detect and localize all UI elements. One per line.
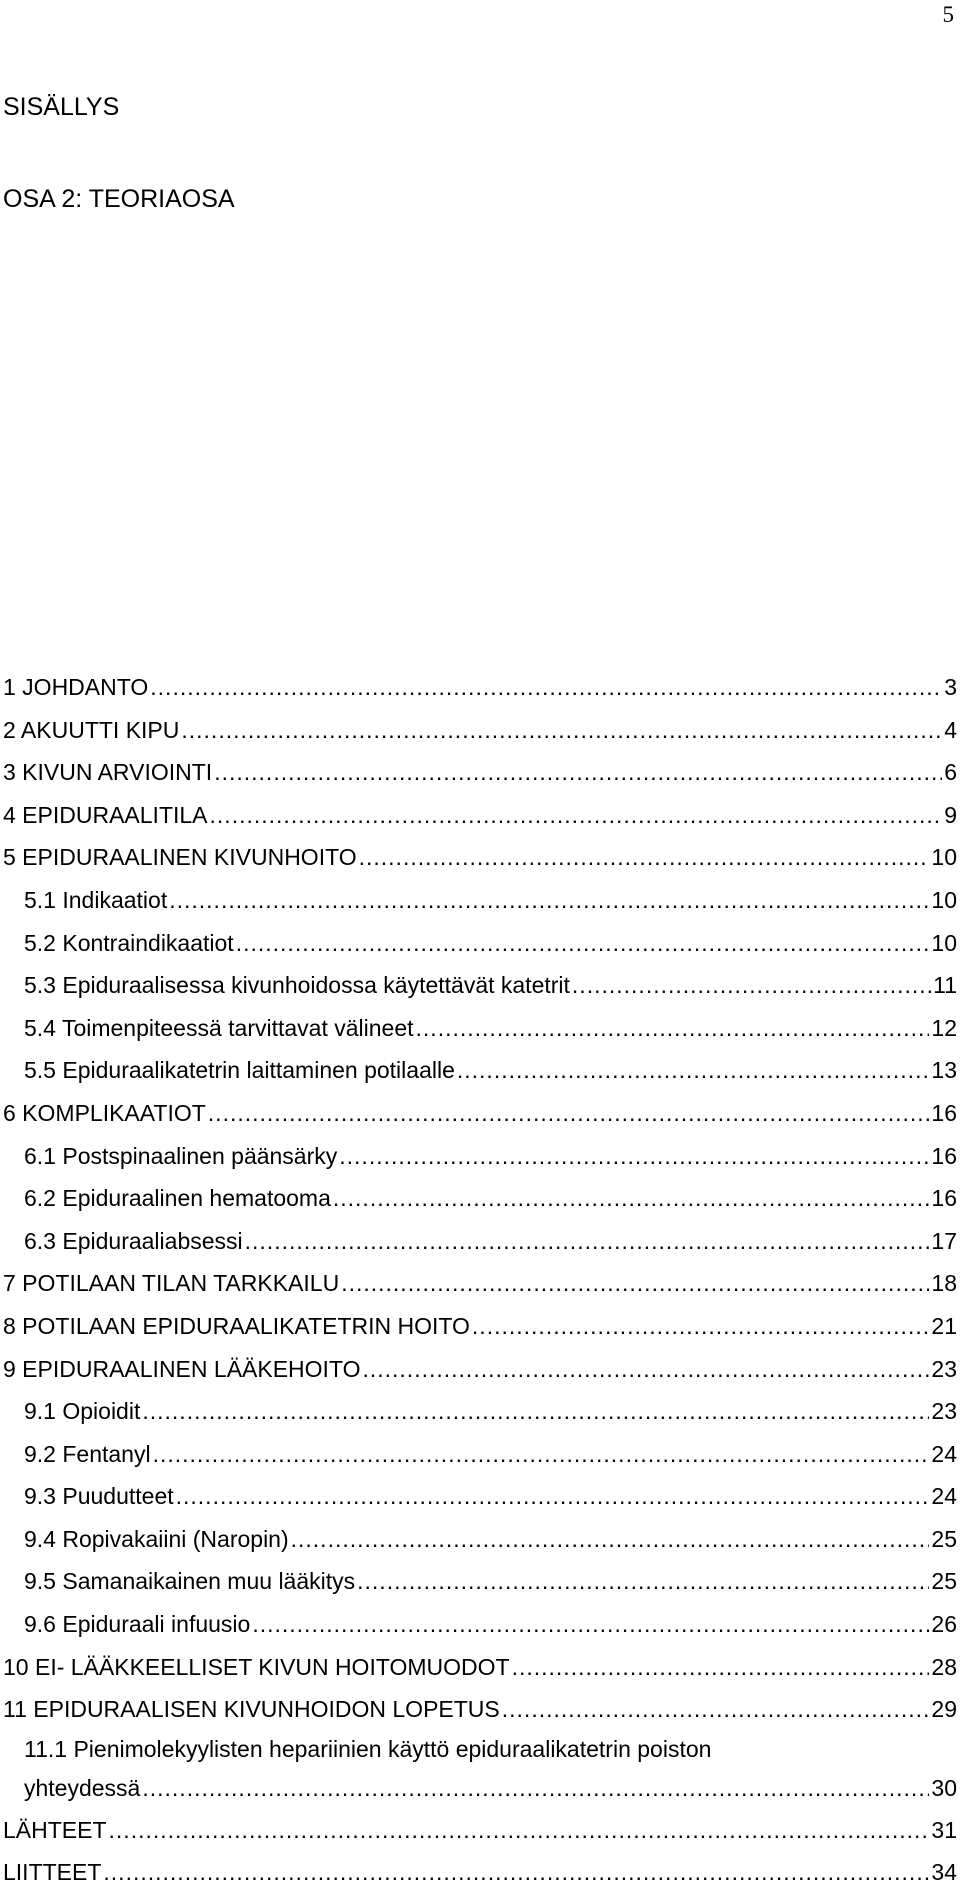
toc-entry-page: 25 <box>931 1568 957 1595</box>
dot-leader <box>236 922 930 965</box>
toc-entry[interactable] <box>3 1177 957 1220</box>
dot-leader <box>109 1809 930 1852</box>
dot-leader <box>142 1390 929 1433</box>
toc-entry-title: 3 KIVUN ARVIOINTI <box>3 759 213 786</box>
toc-entry-title: 9.5 Samanaikainen muu lääkitys <box>24 1568 356 1595</box>
toc-entry-title: 5.4 Toimenpiteessä tarvittavat välineet <box>24 1014 414 1041</box>
page-number: 5 <box>942 2 954 27</box>
toc-entry[interactable] <box>3 1135 957 1178</box>
toc-entry-title: 5.5 Epiduraalikatetrin laittaminen potilaalle <box>24 1057 455 1084</box>
toc-entry[interactable] <box>3 751 957 794</box>
toc-entry[interactable] <box>3 1092 957 1135</box>
toc-entry-page: 18 <box>931 1270 957 1297</box>
toc-entry[interactable] <box>3 1220 957 1263</box>
toc-entry[interactable] <box>3 666 957 709</box>
toc-entry[interactable] <box>3 1348 957 1391</box>
toc-entry-title: 9 EPIDURAALINEN LÄÄKEHOITO <box>3 1355 361 1382</box>
toc-entry[interactable] <box>3 1688 957 1731</box>
toc-entry-page: 17 <box>931 1227 957 1254</box>
toc-entry-title: 4 EPIDURAALITILA <box>3 801 208 828</box>
toc-entry-page: 28 <box>931 1653 957 1680</box>
toc-entry-page: 16 <box>931 1099 957 1126</box>
toc-entry[interactable] <box>3 1851 957 1894</box>
toc-entry-title: 9.6 Epiduraali infuusio <box>24 1611 251 1638</box>
toc-entry-title: 10 EI- LÄÄKKEELLISET KIVUN HOITOMUODOT <box>3 1653 510 1680</box>
toc-entry-title: 5 EPIDURAALINEN KIVUNHOITO <box>3 844 357 871</box>
dot-leader <box>210 794 943 837</box>
toc-entry-page: 31 <box>931 1816 957 1843</box>
toc-entry-title: 1 JOHDANTO <box>3 674 149 700</box>
toc-entry-page: 16 <box>931 1185 957 1212</box>
dot-leader <box>472 1305 929 1348</box>
dot-leader <box>153 1433 930 1476</box>
toc-entry-page: 24 <box>931 1440 957 1467</box>
toc-entry-page: 10 <box>931 844 957 871</box>
toc-entry-title: 5.3 Epiduraalisessa kivunhoidossa käytettävät katetrit <box>24 972 570 999</box>
section-subheading: OSA 2: TEORIAOSA <box>3 185 235 213</box>
toc-entry[interactable] <box>3 836 957 879</box>
dot-leader <box>252 1603 929 1646</box>
toc-entry-title: 5.1 Indikaatiot <box>24 886 168 913</box>
toc-entry[interactable] <box>3 709 957 752</box>
toc-entry[interactable] <box>3 1731 957 1809</box>
dot-leader <box>502 1688 930 1731</box>
toc-entry-page: 34 <box>931 1859 957 1886</box>
dot-leader <box>208 1092 930 1135</box>
toc-entry[interactable] <box>3 1603 957 1646</box>
toc-entry[interactable] <box>3 922 957 965</box>
toc-entry-title: LIITTEET <box>3 1859 102 1886</box>
toc-entry-page: 4 <box>944 716 957 743</box>
toc-entry[interactable] <box>3 1518 957 1561</box>
toc-entry-page: 12 <box>931 1014 957 1041</box>
toc-entry[interactable] <box>3 794 957 837</box>
dot-leader <box>245 1220 930 1263</box>
dot-leader <box>169 879 929 922</box>
toc-entry-title: 6.3 Epiduraaliabsessi <box>24 1227 243 1254</box>
toc-entry-title: 5.2 Kontraindikaatiot <box>24 929 234 956</box>
toc-entry[interactable] <box>3 1390 957 1433</box>
toc-entry[interactable] <box>3 1305 957 1348</box>
toc-entry-page: 24 <box>931 1483 957 1510</box>
toc-entry-page: 10 <box>931 886 957 913</box>
page-title: SISÄLLYS <box>3 93 120 121</box>
toc-entry-title: 11.1 Pienimolekyylisten hepariinien käyttö epiduraalikatetrin poiston <box>24 1735 712 1762</box>
toc-entry-title-continued: yhteydessä <box>24 1774 141 1801</box>
toc-entry-title: 9.2 Fentanyl <box>24 1440 151 1467</box>
table-of-contents <box>3 666 957 1894</box>
toc-entry-title: 2 AKUUTTI KIPU <box>3 716 180 743</box>
toc-entry[interactable] <box>3 1809 957 1852</box>
dot-leader <box>416 1007 930 1050</box>
toc-entry-page: 13 <box>931 1057 957 1084</box>
toc-entry-title: 9.4 Ropivakaiini (Naropin) <box>24 1525 289 1552</box>
toc-entry-title: 7 POTILAAN TILAN TARKKAILU <box>3 1270 340 1297</box>
toc-entry[interactable] <box>3 879 957 922</box>
dot-leader <box>176 1475 930 1518</box>
toc-entry[interactable] <box>3 1262 957 1305</box>
toc-entry-page: 3 <box>944 674 957 700</box>
toc-entry-title: 9.1 Opioidit <box>24 1398 141 1425</box>
toc-entry-title: 9.3 Puudutteet <box>24 1483 174 1510</box>
toc-entry-title: LÄHTEET <box>3 1816 107 1843</box>
toc-entry-page: 23 <box>931 1398 957 1425</box>
toc-entry[interactable] <box>3 1560 957 1603</box>
toc-entry-page: 10 <box>931 929 957 956</box>
toc-entry-page: 23 <box>931 1355 957 1382</box>
toc-entry-page: 9 <box>944 801 957 828</box>
dot-leader <box>457 1049 930 1092</box>
dot-leader <box>181 709 942 752</box>
toc-entry-page: 30 <box>931 1774 957 1801</box>
toc-entry-page: 6 <box>944 759 957 786</box>
dot-leader <box>572 964 931 1007</box>
toc-entry[interactable] <box>3 1049 957 1092</box>
toc-entry-page: 26 <box>931 1611 957 1638</box>
dot-leader <box>341 1262 929 1305</box>
toc-entry-page: 25 <box>931 1525 957 1552</box>
dot-leader <box>362 1348 929 1391</box>
dot-leader <box>357 1560 929 1603</box>
toc-entry-title: 6.2 Epiduraalinen hematooma <box>24 1185 331 1212</box>
dot-leader <box>339 1135 929 1178</box>
dot-leader <box>142 1767 929 1809</box>
toc-entry-page: 21 <box>931 1312 957 1339</box>
dot-leader <box>214 751 942 794</box>
toc-entry[interactable] <box>3 1475 957 1518</box>
toc-entry[interactable] <box>3 1007 957 1050</box>
toc-entry[interactable] <box>3 1433 957 1476</box>
dot-leader <box>512 1646 930 1689</box>
toc-entry-title: 8 POTILAAN EPIDURAALIKATETRIN HOITO <box>3 1312 470 1339</box>
toc-entry-title: 6 KOMPLIKAATIOT <box>3 1099 206 1126</box>
dot-leader <box>291 1518 930 1561</box>
toc-entry-page: 29 <box>931 1696 957 1723</box>
dot-leader <box>103 1851 929 1894</box>
toc-entry-page: 16 <box>931 1142 957 1169</box>
toc-entry-page: 11 <box>933 972 957 999</box>
dot-leader <box>333 1177 930 1220</box>
toc-entry[interactable] <box>3 964 957 1007</box>
dot-leader <box>150 666 942 709</box>
dot-leader <box>359 836 930 879</box>
toc-entry[interactable] <box>3 1646 957 1689</box>
toc-entry-title: 11 EPIDURAALISEN KIVUNHOIDON LOPETUS <box>3 1696 500 1723</box>
toc-entry-title: 6.1 Postspinaalinen päänsärky <box>24 1142 338 1169</box>
